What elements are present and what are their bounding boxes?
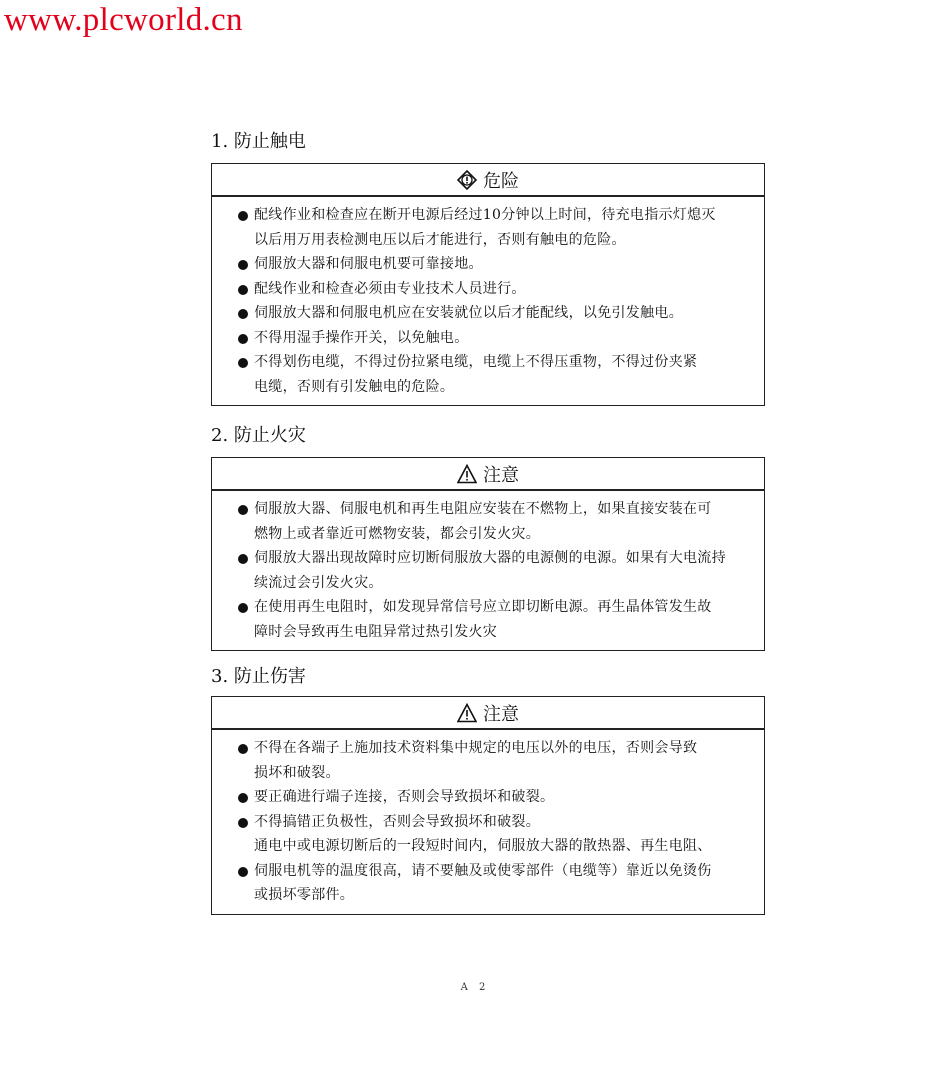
bullet-icon bbox=[238, 818, 248, 828]
section-injury-prevention bbox=[211, 665, 765, 915]
bullet-icon bbox=[238, 260, 248, 270]
bullet-icon bbox=[238, 211, 248, 221]
list-item: 伺服电机等的温度很高，请不要触及或使零部件（电缆等）靠近以免烫伤 或损坏零部件。 bbox=[212, 859, 764, 908]
list-item: 伺服放大器和伺服电机要可靠接地。 bbox=[212, 252, 764, 277]
box-header-label: 注意 bbox=[483, 464, 519, 486]
bullet-icon bbox=[238, 309, 248, 319]
bullet-icon bbox=[238, 554, 248, 564]
list-item: 伺服放大器出现故障时应切断伺服放大器的电源侧的电源。如果有大电流持 续流过会引发火灾。 bbox=[212, 546, 764, 595]
section-fire-prevention bbox=[211, 424, 765, 651]
danger-diamond-icon bbox=[457, 170, 477, 190]
bullet-icon bbox=[238, 793, 248, 803]
list-item: 在使用再生电阻时，如发现异常信号应立即切断电源。再生晶体管发生故 障时会导致再生电阻异常过热引发火灾 bbox=[212, 595, 764, 644]
item-list bbox=[212, 197, 764, 405]
list-item: 配线作业和检查应在断开电源后经过10分钟以上时间，待充电指示灯熄灭 以后用万用表检测电压以后才能进行，否则有触电的危险。 bbox=[212, 203, 764, 252]
site-watermark: www.plcworld.cn bbox=[4, 2, 243, 38]
section-title: 2. 防止火灾 bbox=[211, 425, 306, 446]
list-item: 不得划伤电缆，不得过份拉紧电缆，电缆上不得压重物，不得过份夹紧 电缆，否则有引发触电的危险。 bbox=[212, 350, 764, 399]
list-item: 伺服放大器和伺服电机应在安装就位以后才能配线，以免引发触电。 bbox=[212, 301, 764, 326]
list-item: 要正确进行端子连接，否则会导致损坏和破裂。 bbox=[212, 785, 764, 810]
box-header-label: 注意 bbox=[483, 703, 519, 725]
list-item: 配线作业和检查必须由专业技术人员进行。 bbox=[212, 277, 764, 302]
box-header-label: 危险 bbox=[483, 170, 519, 192]
warning-triangle-icon bbox=[457, 703, 477, 723]
bullet-icon bbox=[238, 285, 248, 295]
item-list bbox=[212, 730, 764, 914]
box-header bbox=[212, 697, 764, 730]
page-number: A 2 bbox=[460, 982, 490, 993]
bullet-icon bbox=[238, 334, 248, 344]
box-header bbox=[212, 458, 764, 491]
bullet-icon bbox=[238, 505, 248, 515]
bullet-icon bbox=[238, 603, 248, 613]
section-title: 3. 防止伤害 bbox=[211, 666, 306, 687]
list-item: 不得搞错正负极性，否则会导致损坏和破裂。 通电中或电源切断后的一段短时间内，伺服放大器的散热器、再生电阻、 bbox=[212, 810, 764, 859]
list-item: 伺服放大器、伺服电机和再生电阻应安装在不燃物上，如果直接安装在可 燃物上或者靠近可燃物安装，都会引发火灾。 bbox=[212, 497, 764, 546]
section-electric-shock bbox=[211, 130, 765, 406]
box-header bbox=[212, 164, 764, 197]
section-title: 1. 防止触电 bbox=[211, 131, 306, 152]
caution-box bbox=[211, 696, 765, 915]
list-item: 不得用湿手操作开关，以免触电。 bbox=[212, 326, 764, 351]
danger-box bbox=[211, 163, 765, 406]
caution-box bbox=[211, 457, 765, 651]
bullet-icon bbox=[238, 358, 248, 368]
item-list bbox=[212, 491, 764, 650]
list-item: 不得在各端子上施加技术资料集中规定的电压以外的电压，否则会导致 损坏和破裂。 bbox=[212, 736, 764, 785]
bullet-icon bbox=[238, 744, 248, 754]
bullet-icon bbox=[238, 867, 248, 877]
warning-triangle-icon bbox=[457, 464, 477, 484]
